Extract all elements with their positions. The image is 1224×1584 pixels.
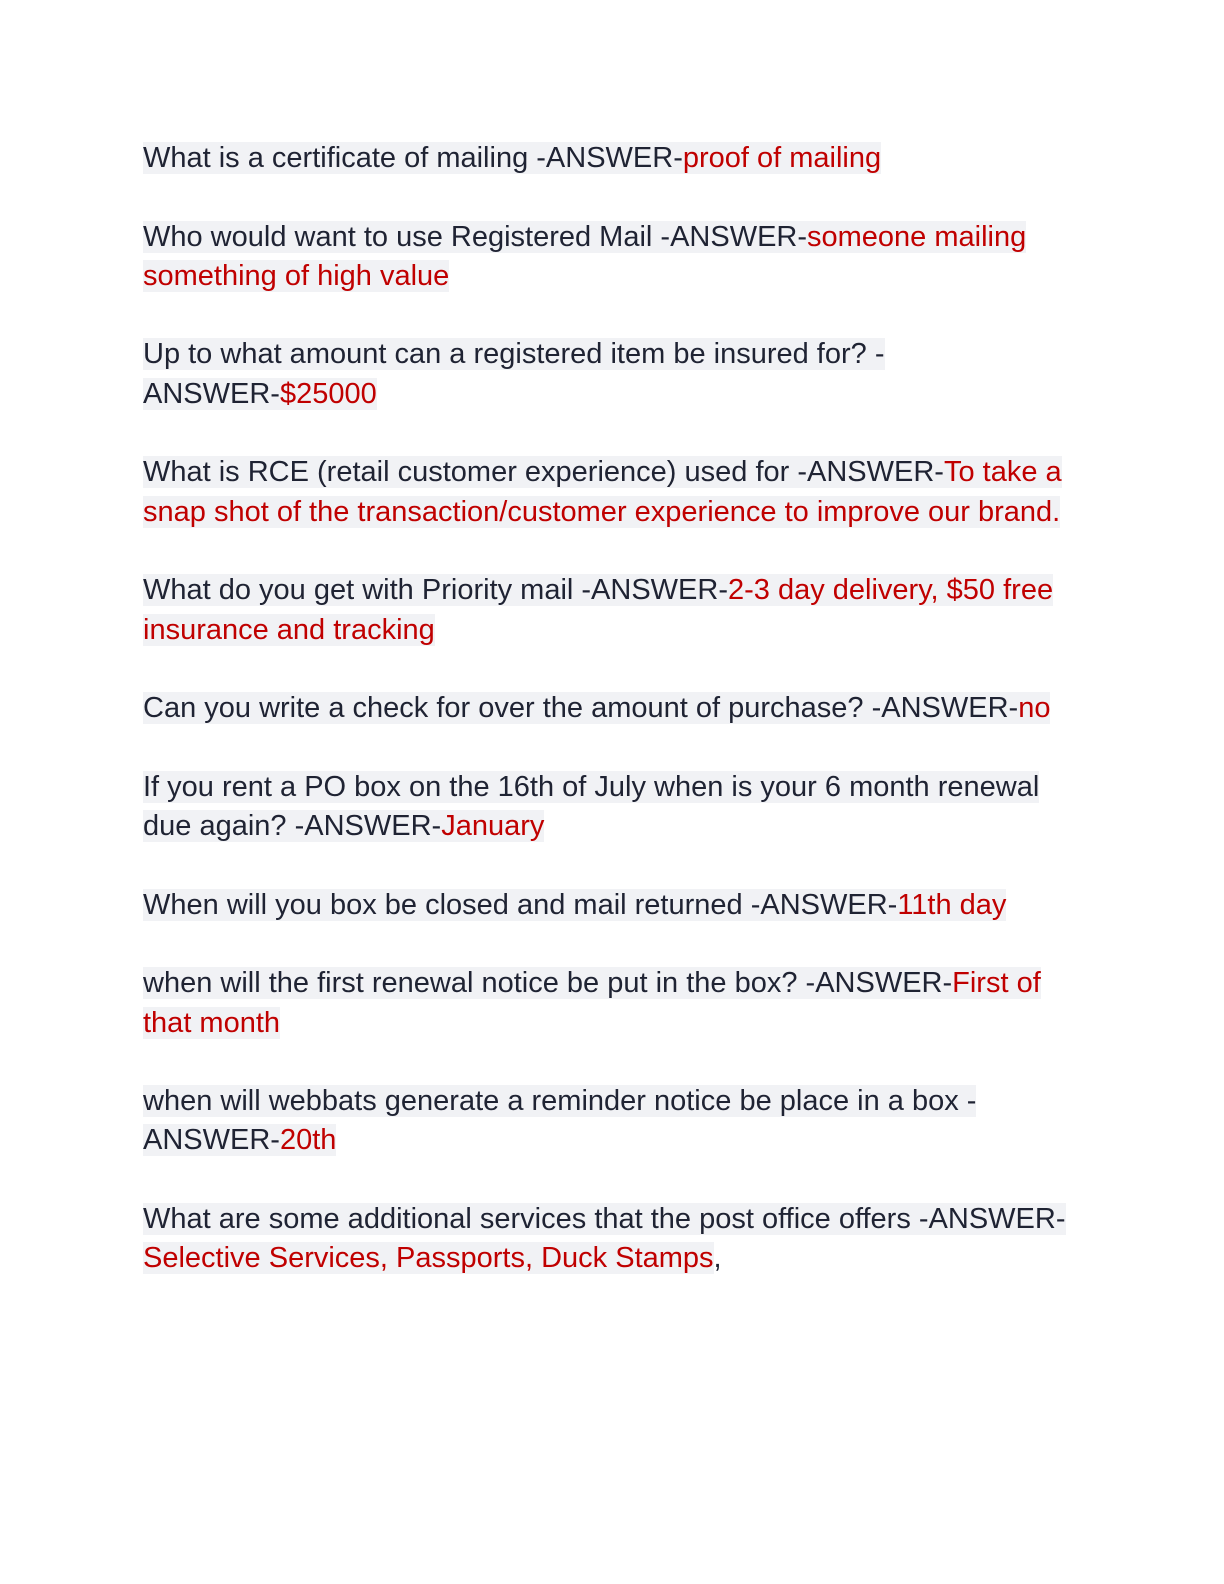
- qa-line: [143, 692, 1050, 724]
- qa-item: [143, 571, 1073, 650]
- question-text: Can you write a check for over the amount of purchase? -ANSWER-: [143, 692, 1019, 725]
- qa-line: [143, 221, 1026, 292]
- trailing-comma: ,: [713, 1242, 722, 1275]
- question-text: Up to what amount can a registered item be insured for? -ANSWER-: [143, 338, 885, 410]
- qa-line: [143, 338, 885, 409]
- qa-line: [143, 142, 881, 174]
- qa-line: [143, 889, 1006, 921]
- qa-item: [143, 964, 1073, 1043]
- question-text: What is RCE (retail customer experience) used for -ANSWER-: [143, 456, 944, 489]
- qa-item: [143, 1082, 1073, 1161]
- answer-text: January: [441, 810, 545, 843]
- answer-text: Selective Services, Passports, Duck Stamps: [143, 1242, 714, 1275]
- qa-item: [143, 218, 1073, 297]
- question-text: If you rent a PO box on the 16th of July when is your 6 month renewal due again? -ANSWER-: [143, 770, 1040, 843]
- question-text: What are some additional services that the post office offers -ANSWER-: [143, 1203, 1066, 1236]
- question-text: When will you box be closed and mail returned -ANSWER-: [143, 888, 898, 921]
- answer-text: someone mailing something of high value: [143, 220, 1027, 292]
- answer-text: First of that month: [143, 967, 1041, 1039]
- qa-list: [143, 139, 1073, 1318]
- answer-text: To take a snap shot of the transaction/customer experience to improve our brand.: [143, 456, 1062, 528]
- qa-item: [143, 689, 1073, 728]
- question-text: when will webbats generate a reminder notice be place in a box -ANSWER-: [143, 1085, 977, 1157]
- question-text: Who would want to use Registered Mail -ANSWER-: [143, 220, 808, 253]
- qa-item: [143, 1200, 1073, 1279]
- qa-line: [143, 456, 1062, 527]
- answer-text: 11th day: [897, 888, 1007, 921]
- answer-text: 2-3 day delivery, $50 free insurance and tracking: [143, 574, 1054, 646]
- qa-item: [143, 453, 1073, 532]
- question-text: when will the first renewal notice be put in the box? -ANSWER-: [143, 967, 953, 1000]
- question-text: What is a certificate of mailing -ANSWER-: [143, 142, 683, 174]
- answer-text: proof of mailing: [682, 142, 882, 174]
- qa-item: [143, 139, 1073, 178]
- qa-line: [143, 1085, 976, 1156]
- qa-item: [143, 886, 1073, 925]
- qa-item: [143, 768, 1073, 847]
- question-text: What do you get with Priority mail -ANSWER-: [143, 574, 728, 607]
- qa-line: [143, 1203, 1066, 1274]
- qa-line: [143, 967, 1041, 1038]
- qa-line: [143, 574, 1053, 645]
- qa-line: [143, 771, 1039, 842]
- answer-text: 20th: [279, 1124, 337, 1157]
- answer-text: no: [1018, 692, 1051, 725]
- qa-item: [143, 335, 1073, 414]
- answer-text: $25000: [279, 377, 377, 410]
